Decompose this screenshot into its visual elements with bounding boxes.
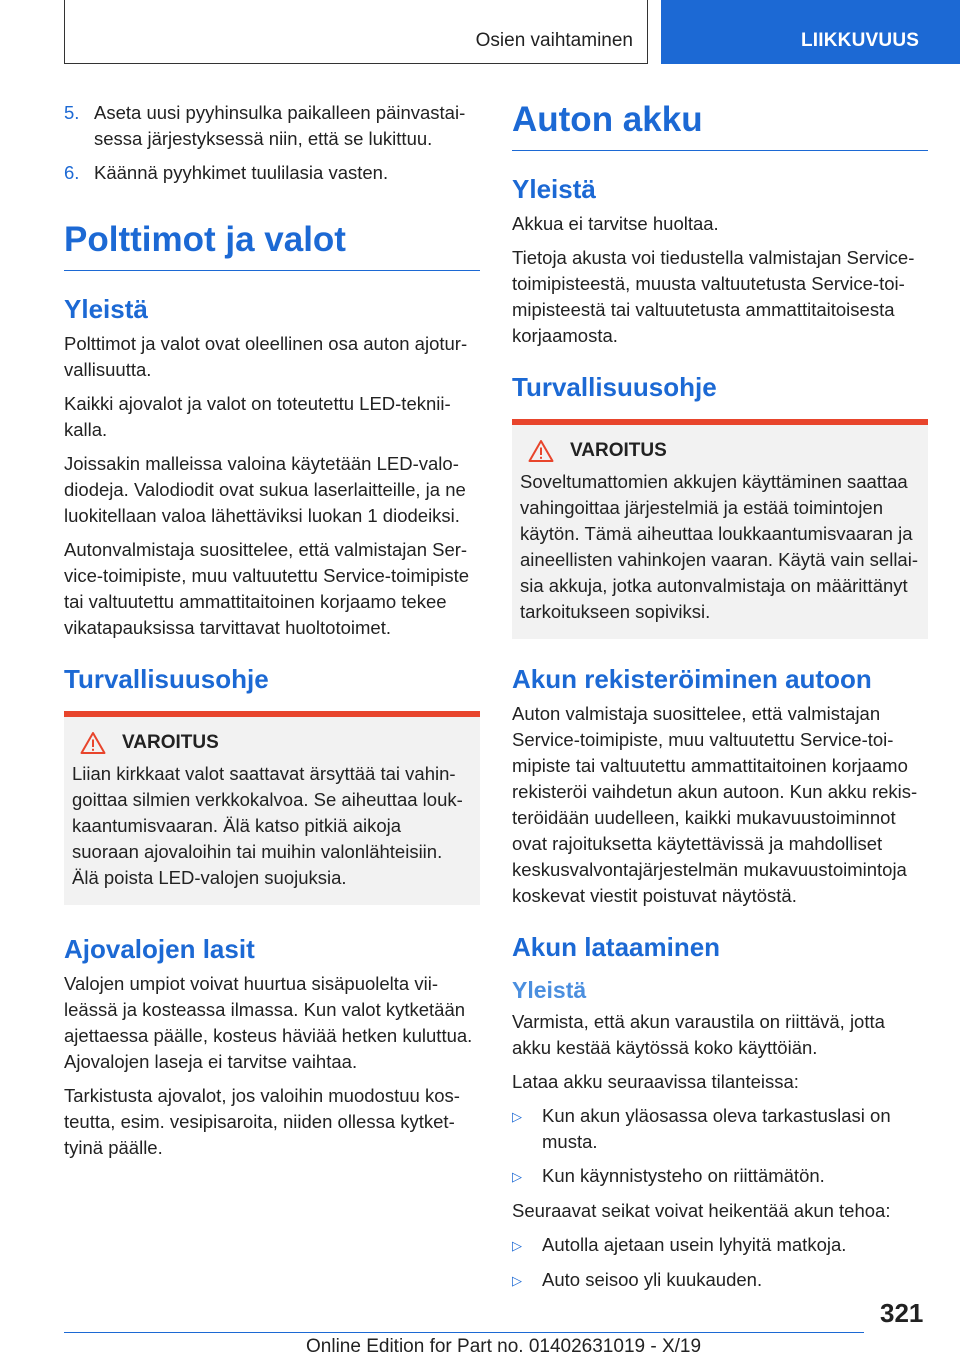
paragraph: Polttimot ja valot ovat oleellinen osa auton ajoturvallisuutta. [64, 333, 468, 380]
list-item-text: Auto seisoo yli kuukauden. [542, 1269, 763, 1290]
step-text: Käännä pyyhkimet tuulilasia vasten. [94, 162, 389, 183]
step-item [64, 160, 480, 186]
heading-headlight-lenses: Ajovalojen lasit [64, 934, 255, 964]
right-column [512, 100, 928, 1302]
header-section-box [64, 0, 648, 64]
subheading-general: Yleistä [512, 977, 587, 1003]
warning-text: Liian kirkkaat valot saattavat ärsyttää tai vahingoittaa silmien verkkokalvoa. Se aiheuttaa loukkaantumisvaaran. Älä katso pitkiä aikoja suoraan ajovaloihin tai muihin valonlähteisiin. Älä poista LED-valojen suojuksia. [72, 763, 463, 888]
header-section-title: Osien vaihtaminen [475, 30, 633, 51]
list-item-text: Kun akun yläosassa oleva tarkastuslasi on musta. [542, 1105, 891, 1152]
paragraph: Valojen umpiot voivat huurtua sisäpuolelta viileässä ja kosteassa ilmassa. Kun valot kytketään ajettaessa päälle, kosteus häviää hetken kuluttua. Ajovalojen laseja ei tarvitse vaihtaa. [64, 973, 473, 1072]
paragraph: Seuraavat seikat voivat heikentää akun tehoa: [512, 1200, 891, 1221]
step-text: Aseta uusi pyyhinsulka paikalleen päinvastaisessa järjestyksessä niin, että se lukittuu. [94, 102, 466, 149]
bullet-triangle-icon: ▷ [512, 1238, 522, 1253]
header-chapter-tab [661, 0, 960, 64]
paragraph: Auton valmistaja suosittelee, että valmistajan Service-toimipiste, muu valtuutettu Service-toimipiste tai valtuutettu ammattitaitoinen korjaamo rekisteröi vaihdetun akun autoon. Kun akku rekisteröidään uudelleen, kaikki mukavuustoiminnot ovat rajoituksetta käytettävissä ja mahdolliset keskusvalvontajärjestelmän mukavuustoimintoja koskevat viestit poistuvat näytöstä. [512, 703, 918, 906]
list-item-text: Autolla ajetaan usein lyhyitä matkoja. [542, 1234, 847, 1255]
list-item [512, 1232, 928, 1259]
step-number: 5. [64, 102, 80, 123]
footer-edition-text: Online Edition for Part no. 01402631019 - X/19 [306, 1336, 702, 1357]
heading-general: Yleistä [64, 294, 148, 324]
warning-box [64, 711, 480, 905]
list-item-text: Kun käynnistysteho on riittämätön. [542, 1165, 825, 1186]
section-title-battery: Auton akku [512, 100, 928, 151]
section-title-bulbs: Polttimot ja valot [64, 220, 480, 271]
step-number: 6. [64, 162, 80, 183]
bullet-triangle-icon: ▷ [512, 1273, 522, 1288]
warning-triangle-icon [528, 439, 554, 463]
paragraph: Autonvalmistaja suosittelee, että valmistajan Service-toimipiste, muu valtuutettu Service-toimipiste tai valtuutettu ammattitaitoinen korjaamo tekee vikatapauksissa tarvittavat huoltotoimet. [64, 539, 470, 638]
paragraph: Tarkistusta ajovalot, jos valoihin muodostuu kosteutta, esim. vesipisaroita, niiden ollessa kytkettyinä päälle. [64, 1085, 460, 1158]
paragraph: Lataa akku seuraavissa tilanteissa: [512, 1071, 799, 1092]
footer-divider [64, 1332, 864, 1333]
paragraph: Varmista, että akun varaustila on riittävä, jotta akku kestää käytössä koko käyttöiän. [512, 1011, 885, 1058]
list-item [512, 1163, 928, 1190]
heading-battery-charging: Akun lataaminen [512, 932, 721, 962]
step-item [64, 100, 480, 152]
warning-title: VAROITUS [122, 732, 219, 753]
heading-battery-registration: Akun rekisteröiminen autoon [512, 664, 872, 694]
warning-title: VAROITUS [570, 440, 667, 461]
bullet-triangle-icon: ▷ [512, 1109, 522, 1124]
heading-safety: Turvallisuusohje [64, 664, 269, 694]
warning-triangle-icon [80, 731, 106, 755]
warning-text: Soveltumattomien akkujen käyttäminen saattaa vahingoittaa järjestelmiä ja estää toimintojen käytön. Tämä aiheuttaa loukkaantumisvaaran ja aineellisten vahinkojen vaaran. Käytä vain sellaisia akkuja, jotka autonvalmistaja on määrittänyt tarkoitukseen sopiviksi. [520, 471, 918, 622]
warning-header [72, 731, 472, 755]
heading-safety: Turvallisuusohje [512, 372, 717, 402]
list-item [512, 1267, 928, 1294]
bullet-triangle-icon: ▷ [512, 1169, 522, 1184]
warning-header [520, 439, 920, 463]
paragraph: Tietoja akusta voi tiedustella valmistajan Service-toimipisteestä, muusta valtuutetusta Service-toimipisteestä tai valtuutetusta ammattitaitoisesta korjaamosta. [512, 247, 915, 346]
heading-general: Yleistä [512, 174, 596, 204]
list-item [512, 1103, 928, 1155]
paragraph: Akkua ei tarvitse huoltaa. [512, 213, 719, 234]
warning-box [512, 419, 928, 639]
page-number: 321 [880, 1298, 924, 1328]
paragraph: Joissakin malleissa valoina käytetään LED-valodiodeja. Valodiodit ovat sukua laserlaitteille, ja ne luokitellaan valoa lähettäviksi luokan 1 diodeiksi. [64, 453, 466, 526]
paragraph: Kaikki ajovalot ja valot on toteutettu LED-tekniikalla. [64, 393, 451, 440]
left-column [64, 100, 480, 1169]
header-chapter-title: LIIKKUVUUS [801, 30, 920, 51]
